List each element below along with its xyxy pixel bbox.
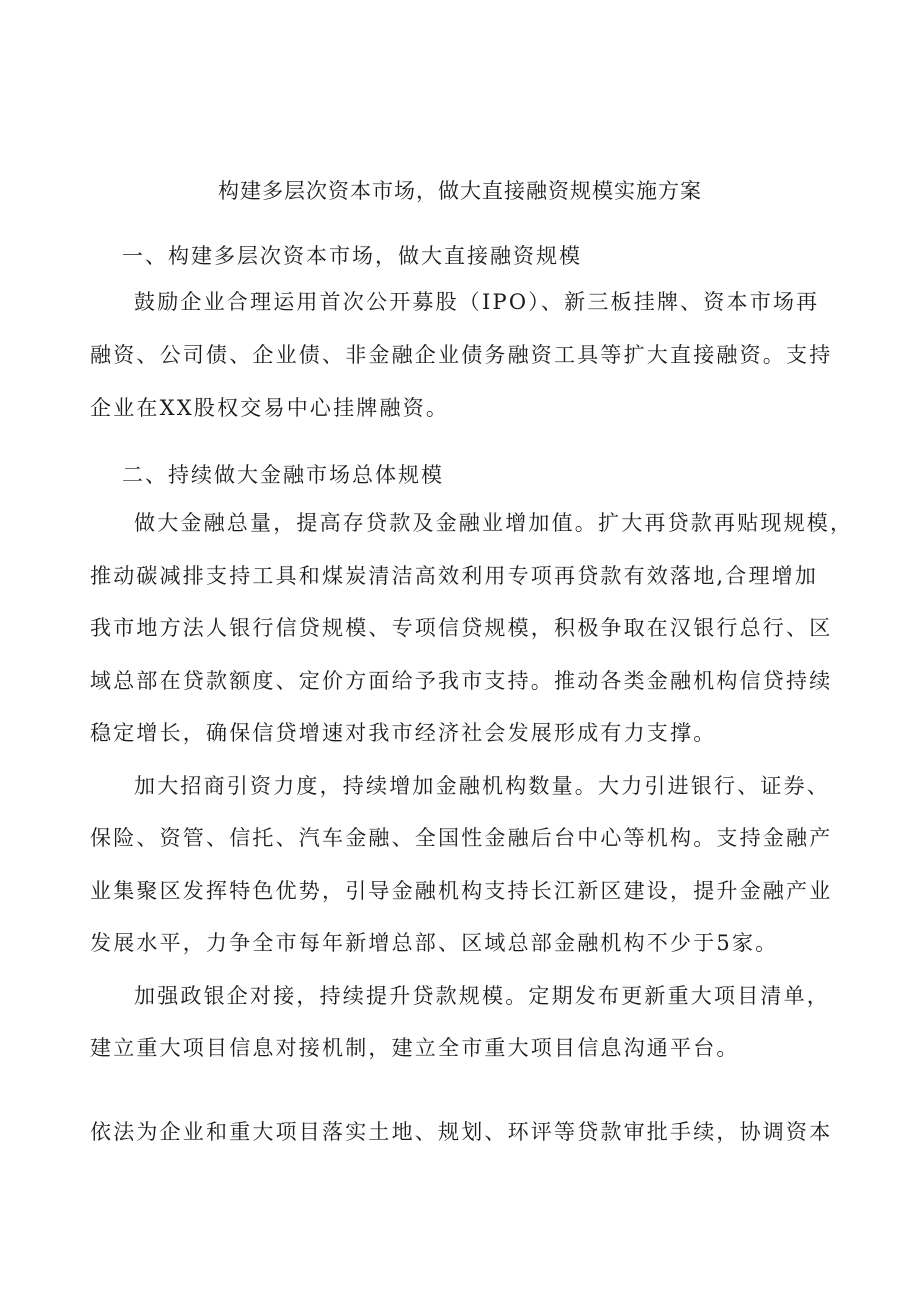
section-2-paragraph-4-line-1: 依法为企业和重大项目落实土地、规划、环评等贷款审批手续，协调资本 [90, 1120, 833, 1144]
section-2-paragraph-2-line-1: 加大招商引资力度，持续增加金融机构数量。大力引进银行、证券、 [134, 774, 830, 798]
section-1-paragraph-1-line-3: 企业在XX股权交易中心挂牌融资。 [90, 396, 450, 420]
section-2-paragraph-3-line-1: 加强政银企对接，持续提升贷款规模。定期发布更新重大项目清单， [134, 984, 830, 1008]
section-2-paragraph-2-line-4: 发展水平，力争全市每年新增总部、区域总部金融机构不少于5家。 [90, 931, 779, 955]
section-1-paragraph-1-line-1: 鼓励企业合理运用首次公开募股（IPO）、新三板挂牌、资本市场再 [134, 290, 820, 314]
section-2-paragraph-1-line-3: 我市地方法人银行信贷规模、专项信贷规模，积极争取在汉银行总行、区 [90, 616, 833, 640]
section-2-paragraph-3-line-2: 建立重大项目信息对接机制，建立全市重大项目信息沟通平台。 [90, 1036, 740, 1060]
section-1-paragraph-1-line-2: 融资、公司债、企业债、非金融企业债务融资工具等扩大直接融资。支持 [90, 343, 833, 367]
section-2-paragraph-1-line-5: 稳定增长，确保信贷增速对我市经济社会发展形成有力支撑。 [90, 721, 717, 745]
section-2-paragraph-1-line-2: 推动碳减排支持工具和煤炭清洁高效利用专项再贷款有效落地,合理增加 [90, 564, 819, 588]
section-2-heading: 二、持续做大金融市场总体规模 [122, 463, 444, 487]
section-2-paragraph-2-line-3: 业集聚区发挥特色优势，引导金融机构支持长江新区建设，提升金融产业 [90, 879, 833, 903]
section-1-heading: 一、构建多层次资本市场，做大直接融资规模 [122, 244, 582, 268]
document-title: 构建多层次资本市场，做大直接融资规模实施方案 [218, 179, 702, 203]
section-2-paragraph-2-line-2: 保险、资管、信托、汽车金融、全国性金融后台中心等机构。支持金融产 [90, 826, 833, 850]
section-2-paragraph-1-line-1: 做大金融总量，提高存贷款及金融业增加值。扩大再贷款再贴现规模， [134, 511, 854, 535]
section-2-paragraph-1-line-4: 域总部在贷款额度、定价方面给予我市支持。推动各类金融机构信贷持续 [90, 669, 833, 693]
